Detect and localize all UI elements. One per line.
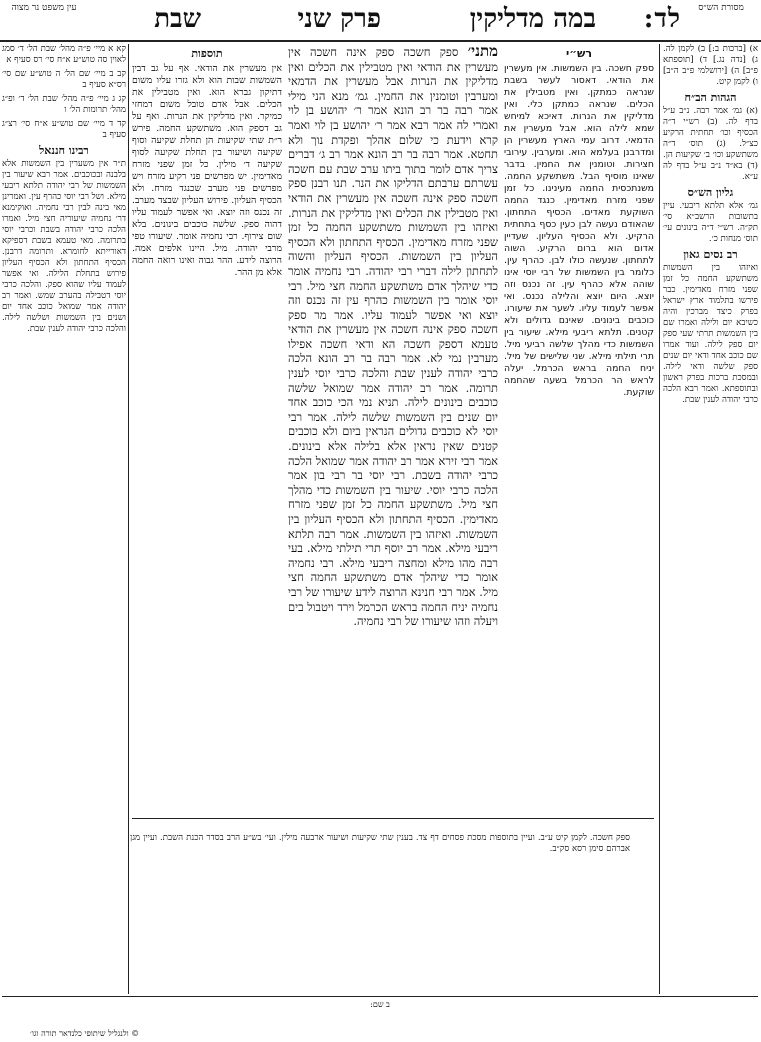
column-divider: [128, 44, 129, 994]
section-divider: [132, 818, 654, 819]
gilyon-text: גמ׳ אלא תלתא ריבעי. עיין בתשובות הרשב״א סי׳ תק״ה. רש״י ד״ה בינונים עי׳ תוס׳ מנחות כ׳.: [663, 201, 758, 244]
rav-nissim-text: ואיזהו בין השמשות משתשקע החמה כל זמן שפני מזרח מאדימין. כבר פירשו בתלמוד ארץ ישראל בפרק כיצד מברכין והיה כשיבא יום ולילה ואמרו שם בין השמשות תרתי שעי ספק יום ספק לילה. ועוד אמרו שם כוכב אחד ודאי יום שנים ספק שלשה ודאי לילה. ובמסכת ברכות בפרק ראשון ובתוספתא. ואמר רבא הלכה כרבי יהודה לענין שבת.: [663, 263, 758, 405]
rashi-title: רש״י: [565, 47, 592, 60]
folio-number: לד:: [643, 4, 681, 34]
ein-mishpat-label: עין משפט נר מצוה: [11, 3, 77, 13]
rabbeinu-chananel-title: רבינו חננאל: [39, 144, 89, 157]
mesorah-column: [663, 44, 758, 994]
tosafot-title: תוספות: [191, 47, 223, 60]
footer-mark: ב שם:: [370, 1000, 390, 1009]
ein-mishpat-entry: קא א מיי׳ פ״ה מהל׳ שבת הל׳ ד׳ סמג לאוין סה טוש״ע א״ח סי׳ רס סעיף א: [2, 44, 126, 65]
gemara-opening-word: מתני׳: [467, 44, 498, 60]
rabbeinu-chananel-text: ת״ר אין משערין בין השמשות אלא בלבנה ובכוכבים. אמר רבא שיעור בין השמשות של רבי יהודה תלתא ריבעי מילא. ושל רבי יוסי כהרף עין. ואמרינן מאי בינה לבין רבי נחמיה. ואוקימנא דר׳ נחמיה שיעוריה חצי מיל. ואמרו הלכה כרבי יהודה בשבת וכרבי יוסי בתרומה. מאי טעמא בשבת דספיקא דאורייתא לחומרא. ותרומה דרבנן. הכסיף התחתון ולא הכסיף העליון פירוש בתחלת הלילה. ואי אפשר לעמוד עליו שהוא ספק. והלכה כרבי יוסי דטבילה בהערב שמש. ואמר רב יהודה אמר שמואל כוכב אחד יום ושנים בין השמשות ושלשה לילה. והלכה כרבי יהודה לענין שבת.: [2, 159, 126, 334]
ein-mishpat-column: [2, 44, 126, 994]
ein-mishpat-entry: קד ד מיי׳ שם טוש״ע א״ח סי׳ רצ״ג סעיף ב: [2, 119, 126, 140]
mesorah-label: מסורת הש״ס: [698, 3, 744, 13]
ein-mishpat-entry: קג ג מיי׳ פ״ה מהל׳ שבת הל׳ ד׳ ופ״ג מהל׳ תרומות הל׳ ו: [2, 94, 126, 115]
gilyon-title: גליון הש״ס: [687, 186, 734, 199]
mesorah-entry: א) [ברכות ב:] ב) לקמן לה. ג) [נדה נג.] ד) [תוספתא פ״ב] ה) [ירושלמי פ״ב ה״ב] ו) לקמן קיט.: [663, 44, 758, 87]
bottom-commentary-text: ספק חשכה. לקמן קיט ע״ב. ועיין בתוספות מסכת פסחים דף צד. בענין שתי שקיעות ושיעור ארבעה מילין. ועי׳ בש״ע הרב בסדר הכנת השבת. ועיין מגן אברהם סימן רסא סק״ב.: [130, 832, 630, 854]
tractate-name: שבת: [154, 4, 201, 34]
bottom-commentary: [130, 824, 630, 974]
hagahot-title: הגהות הב״ח: [684, 91, 737, 104]
gemara-column: [288, 44, 498, 814]
rashi-column: [504, 44, 654, 814]
rav-nissim-title: רב נסים גאון: [683, 248, 738, 261]
tosafot-column: [132, 44, 282, 814]
gemara-text: ספק חשכה ספק אינה חשכה אין מעשרין את הודאי ואין מטבילין את הכלים ואין מדליקין את הנרות אבל מעשרין את הדמאי ומערבין וטומנין את החמין. גמ׳ מנא הני מילי אמר רבה בר רב הונא אמר ר׳ יהושע בן לוי ואמרי לה אמר רבא אמר ר׳ יהושע בן לוי ואמר קרא וידעת כי שלום אהלך ופקדת נוך ולא תחטא. אמר רבה בר רב הונא אמר רב ג׳ דברים צריך אדם לומר בתוך ביתו ערב שבת עם חשכה עשרתם ערבתם הדליקו את הנר. תנו רבנן ספק חשכה ספק אינה חשכה אין מעשרין את הודאי ואין מטבילין את הכלים ואין מדליקין את הנרות. ואיזהו בין השמשות משתשקע החמה כל זמן שפני מזרח מאדימין. הכסיף התחתון ולא הכסיף העליון בין השמשות. הכסיף העליון והשוה לתחתון לילה דברי רבי יהודה. רבי נחמיה אומר כדי שיהלך אדם משתשקע החמה חצי מיל. רבי יוסי אומר בין השמשות כהרף עין זה נכנס וזה יוצא ואי אפשר לעמוד עליו. אמר מר ספק חשכה ספק אינה חשכה אין מעשרין את הודאי טעמא דספק חשכה הא ודאי חשכה אפילו מערבין נמי לא. אמר רבה בר רב הונא הלכה כרבי יהודה לענין שבת והלכה כרבי יוסי לענין תרומה. אמר רב יהודה אמר שמואל שלשה כוכבים בינונים לילה. תניא נמי הכי כוכב אחד יום שנים בין השמשות שלשה לילה. אמר רבי יוסי לא כוכבים גדולים הנראין ביום ולא כוכבים קטנים שאין נראין אלא בלילה אלא בינונים. אמר רבי זירא אמר רב יהודה אמר שמואל הלכה כרבי יהודה בשבת. רבי יוסי בר רבי בון אמר הלכה כרבי יוסי. שיעור בין השמשות כדי מהלך חצי מיל. משתשקע החמה כל זמן שפני מזרח מאדימין. הכסיף התחתון ולא הכסיף העליון בין השמשות. ואיזהו בין השמשות. אמר רבה תלתא ריבעי מילא. אמר רב יוסף תרי תילתי מילא. בעי רבה מהו מילא ומחצה ריבעי מילא. רבי נחמיה אומר כדי שיהלך אדם משתשקע החמה חצי מיל. אמר רבי חנינא הרוצה לידע שיעורו של רבי נחמיה יניח החמה בראש הכרמל וירד ויטבול בים ויעלה וזהו שיעורו של רבי נחמיה.: [288, 45, 498, 629]
page-header: [0, 0, 761, 42]
column-divider: [659, 44, 660, 994]
publisher-credit: © ולנגליל שיתופי כלנדאר תורה וגו׳: [30, 1029, 140, 1038]
perek-number: פרק שני: [297, 4, 381, 34]
hagahot-text: (א) גמ׳ אמר רבה. נ״ב ע״ל בדף לה. (ב) רש״י ד״ה הכסיף וכו׳ תחתית הרקיע כצ״ל. (ג) תוס׳ ד״ה משתשקע וכו׳ ב׳ שקיעות הן. (ד) בא״ד נ״ב ע״ל בדף לה ע״א.: [663, 106, 758, 182]
rashi-text: ספק חשכה. בין השמשות. אין מעשרין את הודאי. דאסור לעשר בשבת שנראה כמתקן. ואין מטבילין את הכלים. שנראה כמתקן כלי. ואין מדליקין את הנרות. דאיכא למיחש שמא לילה הוא. אבל מעשרין את הדמאי. דרוב עמי הארץ מעשרין הן ומדרבנן בעלמא הוא. ומערבין. עירובי חצירות. וטומנין את החמין. בדבר שאינו מוסיף הבל. משתשקע החמה. משנתכסית החמה מעינינו. כל זמן שפני מזרח מאדימין. כנגד החמה השוקעת מאדים. הכסיף התחתון. שהאודם נעשה לבן כעין כסף בתחתית הרקיע. ולא הכסיף העליון. שעדיין אדום הוא ברום הרקיע. השוה לתחתון. שנעשה כולו לבן. כהרף עין. כלומר בין השמשות של רבי יוסי אינו שוהה אלא כהרף עין. זה נכנס וזה יוצא. היום יוצא והלילה נכנס. ואי אפשר לעמוד עליו. לשער את שיעורו. כוכבים בינונים. שאינם גדולים ולא קטנים. תלתא ריבעי מילא. שיעור בין השמשות כדי מהלך שלשה רביעי מיל. תרי תילתי מילא. שני שלישים של מיל. יניח החמה בראש הכרמל. יעלה לראש הר הכרמל בשעה שהחמה שוקעת.: [504, 63, 654, 398]
ein-mishpat-entry: קב ב מיי׳ שם הל׳ ה טוש״ע שם סי׳ רס״א סעיף ב: [2, 69, 126, 90]
chapter-name: במה מדליקין: [469, 4, 596, 34]
tosafot-text: אין מעשרין את הודאי. אף על גב דבין השמשות שבות הוא ולא גזרו עליו משום דתיקון גברא הוא. ואין מטבילין את הכלים. אבל אדם טובל משום דמחזי כמיקר. ואין מדליקין את הנרות. ואף על גב דספק הוא. משתשקע החמה. פירש ר״ת שתי שקיעות הן תחלת שקיעה וסוף שקיעה ושיעור בין תחלת שקיעה לסוף שקיעה ד׳ מילין. כל זמן שפני מזרח מאדימין. יש מפרשים פני רקיע מזרח ויש מפרשים פני מערב שכנגד מזרח. ולא הכסיף העליון. פירוש העליון שבצד מערב. זה נכנס וזה יוצא. ואי אפשר לעמוד עליו דהוה ספק. שלשה כוכבים בינונים. בלא שום צירוף. רבי נחמיה אומר. שיעורו טפי מרבי יהודה. מיל. היינו אלפים אמה. הרוצה לידע. ההר גבוה ואינו רואה החמה אלא מן ההר.: [132, 63, 282, 278]
footer-divider: [2, 996, 758, 997]
